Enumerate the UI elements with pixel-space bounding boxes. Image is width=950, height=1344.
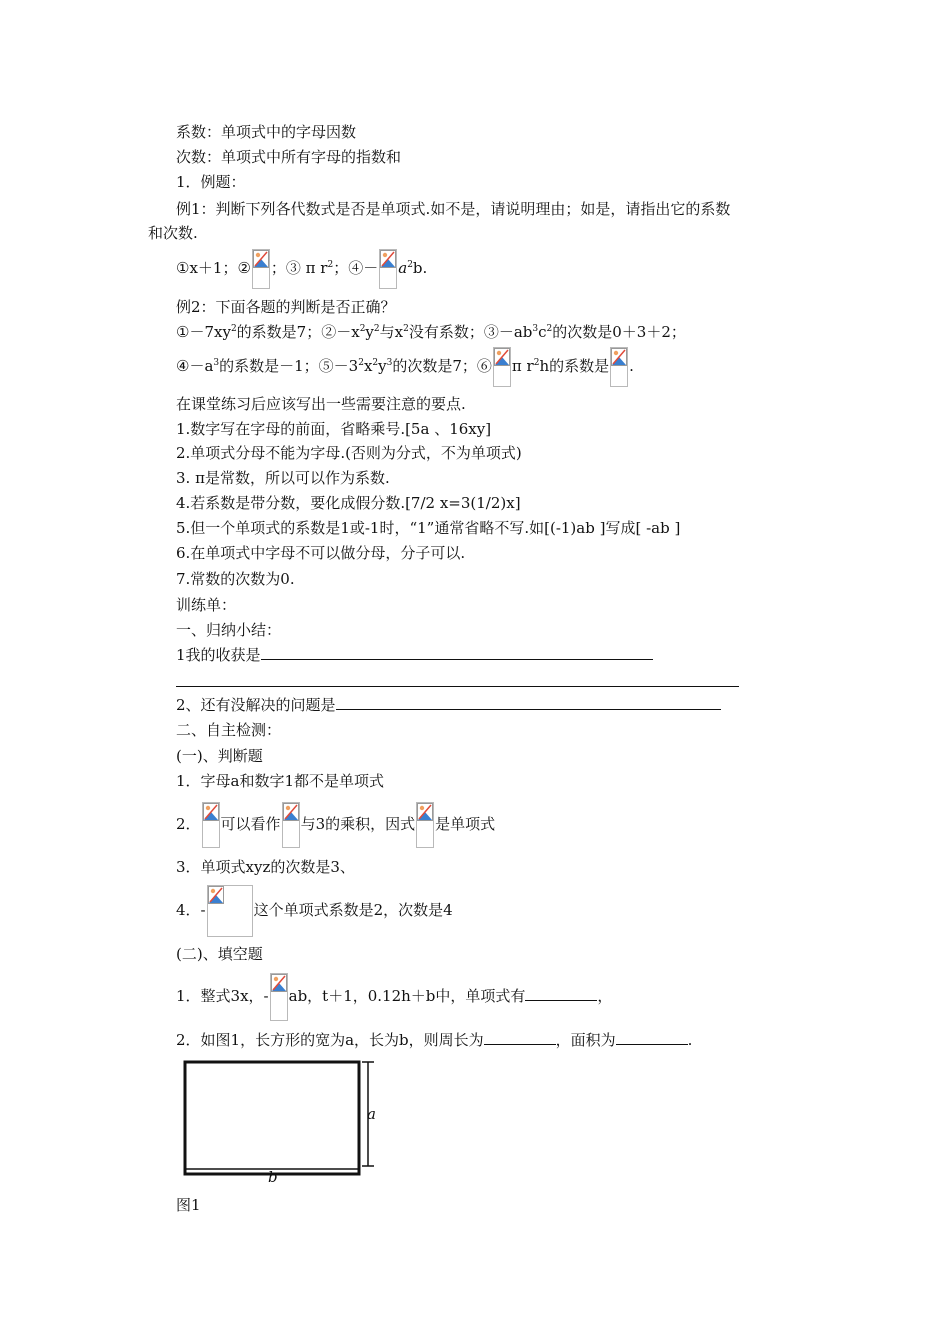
gain-line: 1我的收获是 (176, 645, 653, 665)
fill-item-1: 1．整式3x，- ab，t＋1，0.12h＋b中，单项式有 ， (176, 970, 612, 1022)
rectangle-figure (176, 1058, 382, 1186)
broken-image-icon (207, 885, 253, 937)
broken-image-icon (202, 802, 220, 848)
coefficient-definition: 系数：单项式中的字母因数 (176, 123, 357, 141)
example2-statements-line1: $①-7xy^2$的系数是7；$②-x^2y^2$与$x^2$没有系数；$③-ab^3c^2$的次数是0＋3＋2； (176, 323, 686, 341)
note-5: 5.但一个单项式的系数是1或-1时，“1”通常省略不写.如[(-1)ab ]写成[ -ab ] (176, 519, 681, 537)
note-7: 7.常数的次数为0. (176, 570, 295, 588)
rectangle-shape (185, 1062, 359, 1174)
fill-heading: (二)、填空题 (176, 945, 263, 963)
monomials-answer-blank[interactable] (525, 986, 597, 1001)
notes-heading: 在课堂练习后应该写出一些需要注意的要点. (176, 395, 466, 413)
example1-prompt-line2: 和次数. (148, 224, 198, 242)
examples-heading: 1．例题： (176, 173, 246, 191)
length-label: b (268, 1168, 278, 1186)
broken-image-icon (416, 802, 434, 848)
gain-answer-blank[interactable] (261, 645, 653, 660)
fill-item-2: 2．如图1，长方形的宽为a，长为b，则周长为 ，面积为 . (176, 1031, 693, 1049)
judge-item-2: 2． 可以看作 与3的乘积，因式 是单项式 (176, 802, 495, 848)
example2-prompt: 例2：下面各题的判断是否正确？ (176, 298, 396, 316)
judge-item-1: 1．字母a和数字1都不是单项式 (176, 772, 385, 790)
broken-image-icon (379, 249, 397, 289)
judge-item-3: 3．单项式xyz的次数是3、 (176, 858, 355, 876)
example1-expressions: ①x＋1；② ；③ π $r^2$；④－ $a^2b$. (176, 248, 427, 289)
example1-prompt-line1: 例1：判断下列各代数式是否是单项式.如不是，请说明理由；如是，请指出它的系数 (176, 200, 731, 218)
note-6: 6.在单项式中字母不可以做分母，分子可以. (176, 544, 466, 562)
perimeter-answer-blank[interactable] (484, 1030, 556, 1045)
summary-heading: 一、归纳小结： (176, 621, 282, 639)
judge-heading: (一)、判断题 (176, 747, 263, 765)
unsolved-answer-blank[interactable] (336, 695, 721, 710)
broken-image-icon (282, 802, 300, 848)
broken-image-icon (252, 249, 270, 289)
judge-item-4: 4．- 这个单项式系数是2，次数是4 (176, 884, 453, 937)
width-label: a (367, 1105, 376, 1123)
area-answer-blank[interactable] (616, 1030, 688, 1045)
note-3: 3. π是常数，所以可以作为系数. (176, 469, 390, 487)
degree-definition: 次数：单项式中所有字母的指数和 (176, 148, 402, 166)
note-1: 1.数字写在字母的前面，省略乘号.[5a 、16xy] (176, 420, 492, 438)
note-4: 4.若系数是带分数，要化成假分数.[7/2 x=3(1/2)x] (176, 494, 521, 512)
note-2: 2.单项式分母不能为字母.(否则为分式，不为单项式) (176, 444, 522, 462)
self-check-heading: 二、自主检测： (176, 721, 282, 739)
broken-image-icon (493, 347, 511, 387)
broken-image-icon (270, 973, 288, 1021)
figure-caption: 图1 (176, 1196, 201, 1214)
unsolved-line: 2、还有没解决的问题是 (176, 695, 721, 715)
example2-statements-line2: $④-a^3$的系数是－1；$⑤-3^2x^2y^3$的次数是7；⑥ π $r^2h$的系数是 . (176, 346, 634, 387)
training-heading: 训练单： (176, 596, 237, 614)
answer-rule[interactable] (176, 686, 739, 687)
broken-image-icon (610, 347, 628, 387)
